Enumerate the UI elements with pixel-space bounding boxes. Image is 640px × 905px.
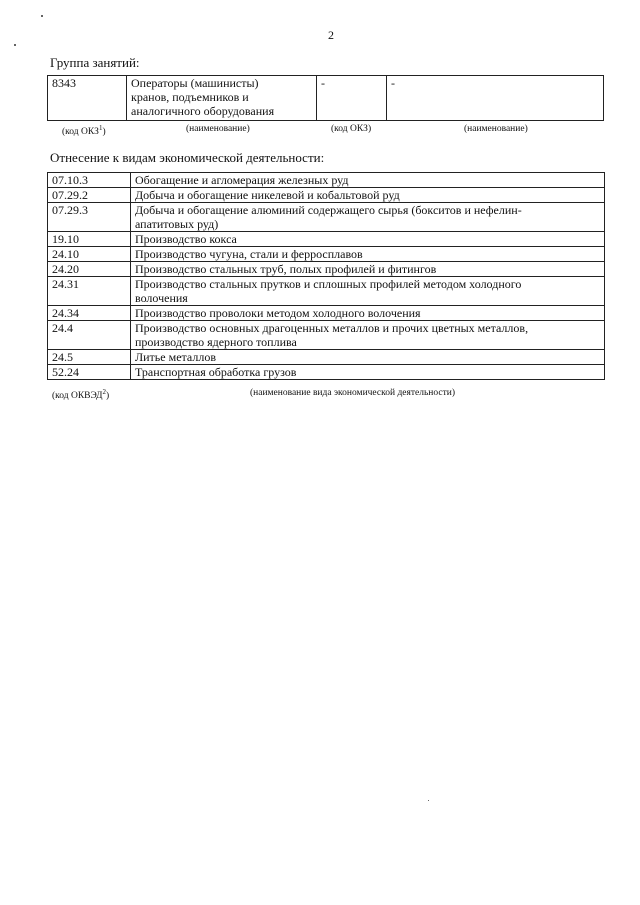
okved-code-cell: 24.5 bbox=[48, 350, 131, 365]
activity-name-caption: (наименование вида экономической деятельности) bbox=[250, 388, 455, 398]
okved-code-cell: 24.31 bbox=[48, 277, 131, 306]
okved-code-cell: 52.24 bbox=[48, 365, 131, 380]
okved-code-cell: 24.4 bbox=[48, 321, 131, 350]
okved-code-cell: 24.20 bbox=[48, 262, 131, 277]
okved-code-cell: 07.29.3 bbox=[48, 203, 131, 232]
okved-code-cell: 24.34 bbox=[48, 306, 131, 321]
name-caption-2: (наименование) bbox=[464, 124, 528, 134]
okved-code-cell: 07.10.3 bbox=[48, 173, 131, 188]
table-row bbox=[48, 247, 605, 262]
activity-name-cell: Производство стальных труб, полых профилей и фитингов bbox=[131, 262, 605, 277]
activity-name-cell: Производство чугуна, стали и ферросплавов bbox=[131, 247, 605, 262]
scan-speck bbox=[41, 15, 43, 17]
okved-code-cell: 19.10 bbox=[48, 232, 131, 247]
activity-name-cell: Производство проволоки методом холодного волочения bbox=[131, 306, 605, 321]
occupation-name-cell-2: - bbox=[387, 76, 604, 121]
scan-speck bbox=[428, 800, 429, 801]
occupation-name-line: кранов, подъемников и bbox=[131, 90, 249, 104]
activity-name-cell: Обогащение и агломерация железных руд bbox=[131, 173, 605, 188]
okz-code-caption-2: (код ОКЗ) bbox=[331, 124, 372, 134]
activity-name-cell: Транспортная обработка грузов bbox=[131, 365, 605, 380]
okz-code-cell-2: - bbox=[317, 76, 387, 121]
table-row bbox=[48, 203, 605, 232]
activity-name-cell: Добыча и обогащение алюминий содержащего сырья (бокситов и нефелин- апатитовых руд) bbox=[131, 203, 605, 232]
activity-name-cell: Добыча и обогащение никелевой и кобальтовой руд bbox=[131, 188, 605, 203]
okved-code-caption: (код ОКВЭД$^2$) bbox=[52, 388, 110, 402]
occupation-name-cell bbox=[127, 76, 317, 121]
activity-name-cell: Производство кокса bbox=[131, 232, 605, 247]
okved-code-cell: 24.10 bbox=[48, 247, 131, 262]
activity-name-cell: Литье металлов bbox=[131, 350, 605, 365]
table-row bbox=[48, 321, 605, 350]
table-row bbox=[48, 306, 605, 321]
table-row bbox=[48, 173, 605, 188]
table-row bbox=[48, 76, 604, 121]
okz-code-cell: 8343 bbox=[48, 76, 127, 121]
table-row bbox=[48, 188, 605, 203]
scan-speck bbox=[14, 44, 16, 46]
table-row bbox=[48, 365, 605, 380]
economic-activities-heading: Отнесение к видам экономической деятельности: bbox=[50, 150, 325, 165]
activity-name-cell: Производство стальных прутков и сплошных профилей методом холодного волочения bbox=[131, 277, 605, 306]
economic-activities-table bbox=[47, 172, 605, 380]
table-row bbox=[48, 232, 605, 247]
occupation-group-table bbox=[47, 75, 604, 121]
activity-name-cell: Производство основных драгоценных металлов и прочих цветных металлов, производство ядерного топлива bbox=[131, 321, 605, 350]
occupation-name-line: Операторы (машинисты) bbox=[131, 76, 259, 90]
occupation-group-heading: Группа занятий: bbox=[50, 55, 140, 70]
page-number: 2 bbox=[328, 28, 334, 42]
table-row bbox=[48, 350, 605, 365]
occupation-name-line: аналогичного оборудования bbox=[131, 104, 275, 118]
okved-code-cell: 07.29.2 bbox=[48, 188, 131, 203]
name-caption: (наименование) bbox=[186, 124, 250, 134]
okz-code-caption: (код ОКЗ$^1$) bbox=[62, 124, 106, 138]
table-row bbox=[48, 262, 605, 277]
table-row bbox=[48, 277, 605, 306]
